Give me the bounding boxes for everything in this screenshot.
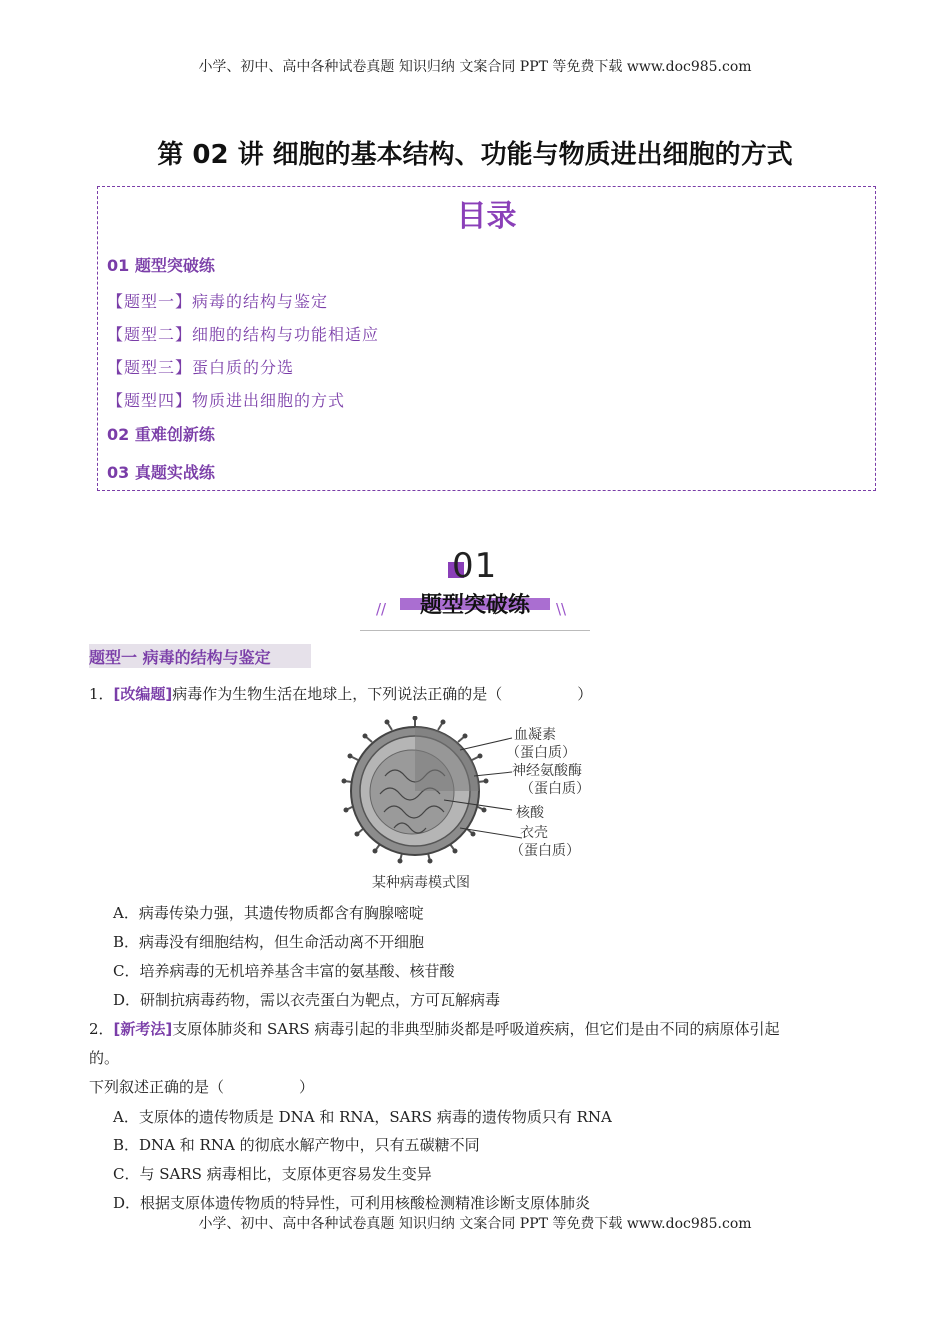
banner-number: 01 bbox=[452, 546, 498, 586]
label-neuraminidase: 神经氨酸酶 bbox=[512, 763, 582, 779]
toc-section-2[interactable]: 02 重难创新练 bbox=[107, 425, 215, 444]
label-protein-1: （蛋白质） bbox=[506, 745, 576, 761]
q1-option-c[interactable]: C．培养病毒的无机培养基含丰富的氨基酸、核苷酸 bbox=[113, 962, 455, 980]
q2-option-d[interactable]: D．根据支原体遗传物质的特异性，可利用核酸检测精准诊断支原体肺炎 bbox=[113, 1194, 591, 1212]
question-2-stem-line2: 的。 bbox=[89, 1049, 120, 1067]
question-number: 2． bbox=[89, 1020, 114, 1038]
virus-model-figure bbox=[340, 716, 610, 896]
label-capsid: 衣壳 bbox=[520, 825, 548, 841]
question-2-stem-line3: 下列叙述正确的是（ ） bbox=[89, 1078, 315, 1096]
q2-option-a[interactable]: A．支原体的遗传物质是 DNA 和 RNA，SARS 病毒的遗传物质只有 RNA bbox=[113, 1108, 612, 1126]
question-tag: [新考法] bbox=[113, 1020, 173, 1038]
label-protein-2: （蛋白质） bbox=[520, 781, 590, 797]
question-text: 病毒作为生物生活在地球上，下列说法正确的是（ ） bbox=[172, 685, 593, 703]
toc-item-2[interactable]: 【题型二】细胞的结构与功能相适应 bbox=[107, 325, 380, 344]
banner-slash-left: // bbox=[376, 600, 387, 618]
question-text: 支原体肺炎和 SARS 病毒引起的非典型肺炎都是呼吸道疾病，但它们是由不同的病原体引起 bbox=[172, 1020, 780, 1038]
q1-option-d[interactable]: D．研制抗病毒药物，需以衣壳蛋白为靶点，方可瓦解病毒 bbox=[113, 991, 501, 1009]
label-protein-3: （蛋白质） bbox=[510, 843, 580, 859]
question-type-heading: 题型一 病毒的结构与鉴定 bbox=[89, 644, 311, 668]
document-title: 第 02 讲 细胞的基本结构、功能与物质进出细胞的方式 bbox=[157, 140, 793, 170]
toc-item-4[interactable]: 【题型四】物质进出细胞的方式 bbox=[107, 391, 346, 410]
toc-section-3[interactable]: 03 真题实战练 bbox=[107, 463, 215, 482]
question-number: 1． bbox=[89, 685, 114, 703]
q1-option-a[interactable]: A．病毒传染力强，其遗传物质都含有胸腺嘧啶 bbox=[113, 904, 424, 922]
q1-option-b[interactable]: B．病毒没有细胞结构，但生命活动离不开细胞 bbox=[113, 933, 425, 951]
banner-rule bbox=[360, 630, 590, 631]
question-tag: [改编题] bbox=[113, 685, 173, 703]
toc-item-1[interactable]: 【题型一】病毒的结构与鉴定 bbox=[107, 292, 329, 311]
toc-heading: 目录 bbox=[456, 199, 517, 234]
banner-label: 题型突破练 bbox=[419, 593, 530, 618]
q2-option-b[interactable]: B．DNA 和 RNA 的彻底水解产物中，只有五碳糖不同 bbox=[113, 1136, 480, 1154]
label-hemagglutinin: 血凝素 bbox=[514, 727, 556, 743]
figure-caption: 某种病毒模式图 bbox=[372, 875, 470, 891]
banner-slash-right: \\ bbox=[556, 600, 567, 618]
toc-item-3[interactable]: 【题型三】蛋白质的分选 bbox=[107, 358, 295, 377]
toc-section-1[interactable]: 01 题型突破练 bbox=[107, 256, 215, 275]
page-footer-note: 小学、初中、高中各种试卷真题 知识归纳 文案合同 PPT 等免费下载 www.doc985.com bbox=[198, 1216, 752, 1232]
label-nucleic-acid: 核酸 bbox=[516, 805, 544, 821]
section-banner bbox=[360, 540, 590, 635]
page-header-note: 小学、初中、高中各种试卷真题 知识归纳 文案合同 PPT 等免费下载 www.doc985.com bbox=[198, 59, 752, 75]
cutaway-section bbox=[415, 727, 479, 791]
question-2-stem bbox=[89, 1018, 779, 1039]
question-1-stem bbox=[89, 683, 592, 704]
table-of-contents bbox=[97, 186, 876, 491]
q2-option-c[interactable]: C．与 SARS 病毒相比，支原体更容易发生变异 bbox=[113, 1165, 432, 1183]
